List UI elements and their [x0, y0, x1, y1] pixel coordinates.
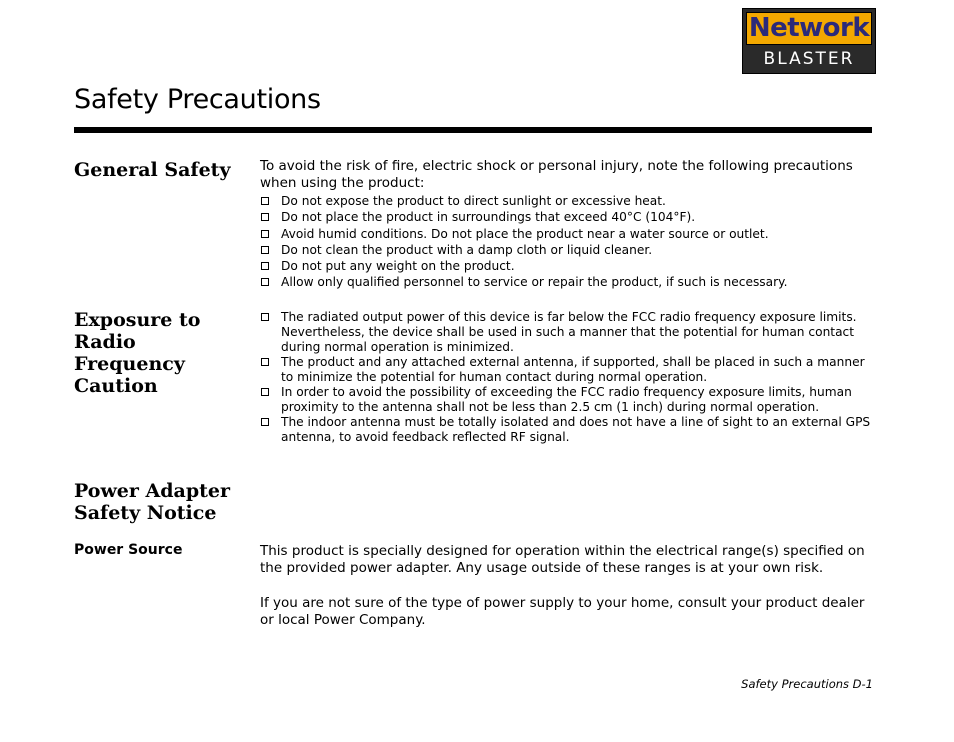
list-item: Avoid humid conditions. Do not place the product near a water source or outlet. — [260, 227, 872, 242]
rf-caution-heading: Exposure to Radio Frequency Caution — [74, 309, 201, 397]
checkbox-bullet-icon — [261, 418, 269, 426]
list-item: Do not expose the product to direct sunlight or excessive heat. — [260, 194, 872, 209]
logo-wordmark-top: Network — [746, 12, 872, 45]
general-safety-heading: General Safety — [74, 159, 231, 181]
list-item: The radiated output power of this device is far below the FCC radio frequency exposure limits. Nevertheless, the device shall be used in such a manner that the potential for human contact during normal operation is minimized. — [260, 310, 872, 355]
checkbox-bullet-icon — [261, 358, 269, 366]
list-item: In order to avoid the possibility of exceeding the FCC radio frequency exposure limits, human proximity to the antenna shall not be less than 2.5 cm (1 inch) during normal operation. — [260, 385, 872, 415]
checkbox-bullet-icon — [261, 313, 269, 321]
general-safety-list — [260, 194, 872, 292]
rf-caution-list — [260, 310, 872, 445]
list-item: Do not clean the product with a damp cloth or liquid cleaner. — [260, 243, 872, 258]
list-item: Allow only qualified personnel to service or repair the product, if such is necessary. — [260, 275, 872, 290]
power-source-subheading: Power Source — [74, 542, 183, 558]
checkbox-bullet-icon — [261, 213, 269, 221]
power-adapter-heading: Power Adapter Safety Notice — [74, 480, 231, 524]
list-item: The product and any attached external antenna, if supported, shall be placed in such a manner to minimize the potential for human contact during normal operation. — [260, 355, 872, 385]
list-item: Do not put any weight on the product. — [260, 259, 872, 274]
power-source-paragraph-1: This product is specially designed for operation within the electrical range(s) specified on the provided power adapter. Any usage outside of these ranges is at your own risk. — [260, 543, 865, 576]
list-item: Do not place the product in surroundings that exceed 40°C (104°F). — [260, 210, 872, 225]
general-safety-intro: To avoid the risk of fire, electric shock or personal injury, note the following precautions when using the product: — [260, 158, 853, 191]
list-item: The indoor antenna must be totally isolated and does not have a line of sight to an external GPS antenna, to avoid feedback reflected RF signal. — [260, 415, 872, 445]
checkbox-bullet-icon — [261, 278, 269, 286]
title-rule — [74, 127, 872, 133]
page-footer: Safety Precautions D-1 — [741, 677, 873, 691]
checkbox-bullet-icon — [261, 246, 269, 254]
power-source-paragraph-2: If you are not sure of the type of power supply to your home, consult your product dealer or local Power Company. — [260, 595, 865, 628]
checkbox-bullet-icon — [261, 388, 269, 396]
checkbox-bullet-icon — [261, 230, 269, 238]
logo-wordmark-bottom: BLASTER — [763, 49, 855, 69]
page-title: Safety Precautions — [74, 84, 321, 115]
checkbox-bullet-icon — [261, 197, 269, 205]
checkbox-bullet-icon — [261, 262, 269, 270]
network-blaster-logo — [742, 8, 876, 74]
